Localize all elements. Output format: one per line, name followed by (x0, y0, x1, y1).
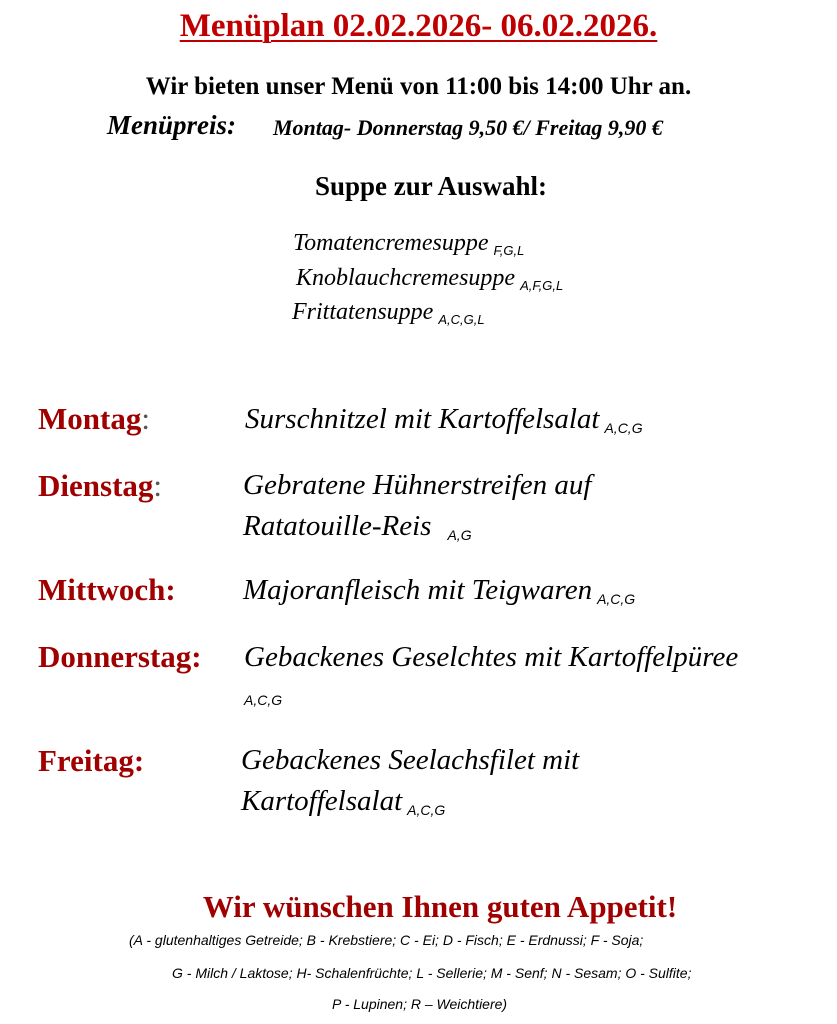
soup-heading: Suppe zur Auswahl: (314, 171, 548, 201)
dish-allergens: A,C,G (604, 420, 643, 436)
dish-thursday: Gebackenes Geselchtes mit Kartoffelpüree (244, 641, 739, 673)
dish-text: Kartoffelsalat (241, 785, 403, 817)
dish-thursday-allergens (244, 692, 282, 710)
allergen-legend-line: (A - glutenhaltiges Getreide; B - Krebstiere; C - Ei; D - Fisch; E - Erdnussi; F - Soja; (129, 932, 644, 948)
dish-tuesday-line1: Gebratene Hühnerstreifen auf (243, 469, 592, 501)
day-label-wednesday: Mittwoch: (38, 572, 176, 607)
opening-hours: Wir bieten unser Menü von 11:00 bis 14:00 Uhr an. (145, 73, 692, 100)
dish-allergens: A,C,G (244, 692, 283, 708)
soup-allergens: A,C,G,L (438, 312, 485, 327)
soup-item (296, 265, 563, 293)
price-label: Menüpreis: (107, 110, 237, 140)
dish-text: Majoranfleisch mit Teigwaren (243, 574, 593, 606)
allergen-legend-line: P - Lupinen; R – Weichtiere) (332, 996, 508, 1012)
closing-message: Wir wünschen Ihnen guten Appetit! (202, 889, 678, 924)
dish-wednesday (243, 574, 635, 607)
soup-allergens: F,G,L (493, 243, 525, 258)
price-text: Montag- Donnerstag 9,50 €/ Freitag 9,90 € (273, 115, 663, 140)
menu-title: Menüplan 02.02.2026- 06.02.2026. (179, 8, 658, 44)
dish-allergens: A,C,G (407, 802, 446, 818)
soup-name: Knoblauchcremesuppe (296, 265, 516, 291)
day-label-monday: Montag: (38, 401, 150, 436)
allergen-legend-line: G - Milch / Laktose; H- Schalenfrüchte; L - Sellerie; M - Senf; N - Sesam; O - Sulfite; (172, 965, 692, 981)
dish-friday-line1: Gebackenes Seelachsfilet mit (241, 744, 580, 776)
dish-tuesday-line2 (243, 510, 472, 543)
dish-friday-line2 (241, 785, 445, 818)
day-colon: : (141, 401, 150, 436)
dish-monday (245, 403, 643, 436)
day-label-tuesday: Dienstag: (38, 468, 163, 503)
soup-allergens: A,F,G,L (520, 278, 564, 293)
soup-name: Frittatensuppe (292, 299, 434, 325)
day-label-friday: Freitag: (38, 743, 145, 778)
dish-allergens: A,G (447, 527, 472, 543)
dish-allergens: A,C,G (597, 591, 636, 607)
soup-item (293, 230, 524, 258)
soup-name: Tomatencremesuppe (293, 230, 489, 256)
soup-item (292, 299, 485, 327)
day-label-thursday: Donnerstag: (38, 639, 202, 674)
day-colon: : (153, 468, 163, 503)
dish-text: Ratatouille-Reis (243, 510, 432, 542)
dish-text: Surschnitzel mit Kartoffelsalat (245, 403, 600, 435)
